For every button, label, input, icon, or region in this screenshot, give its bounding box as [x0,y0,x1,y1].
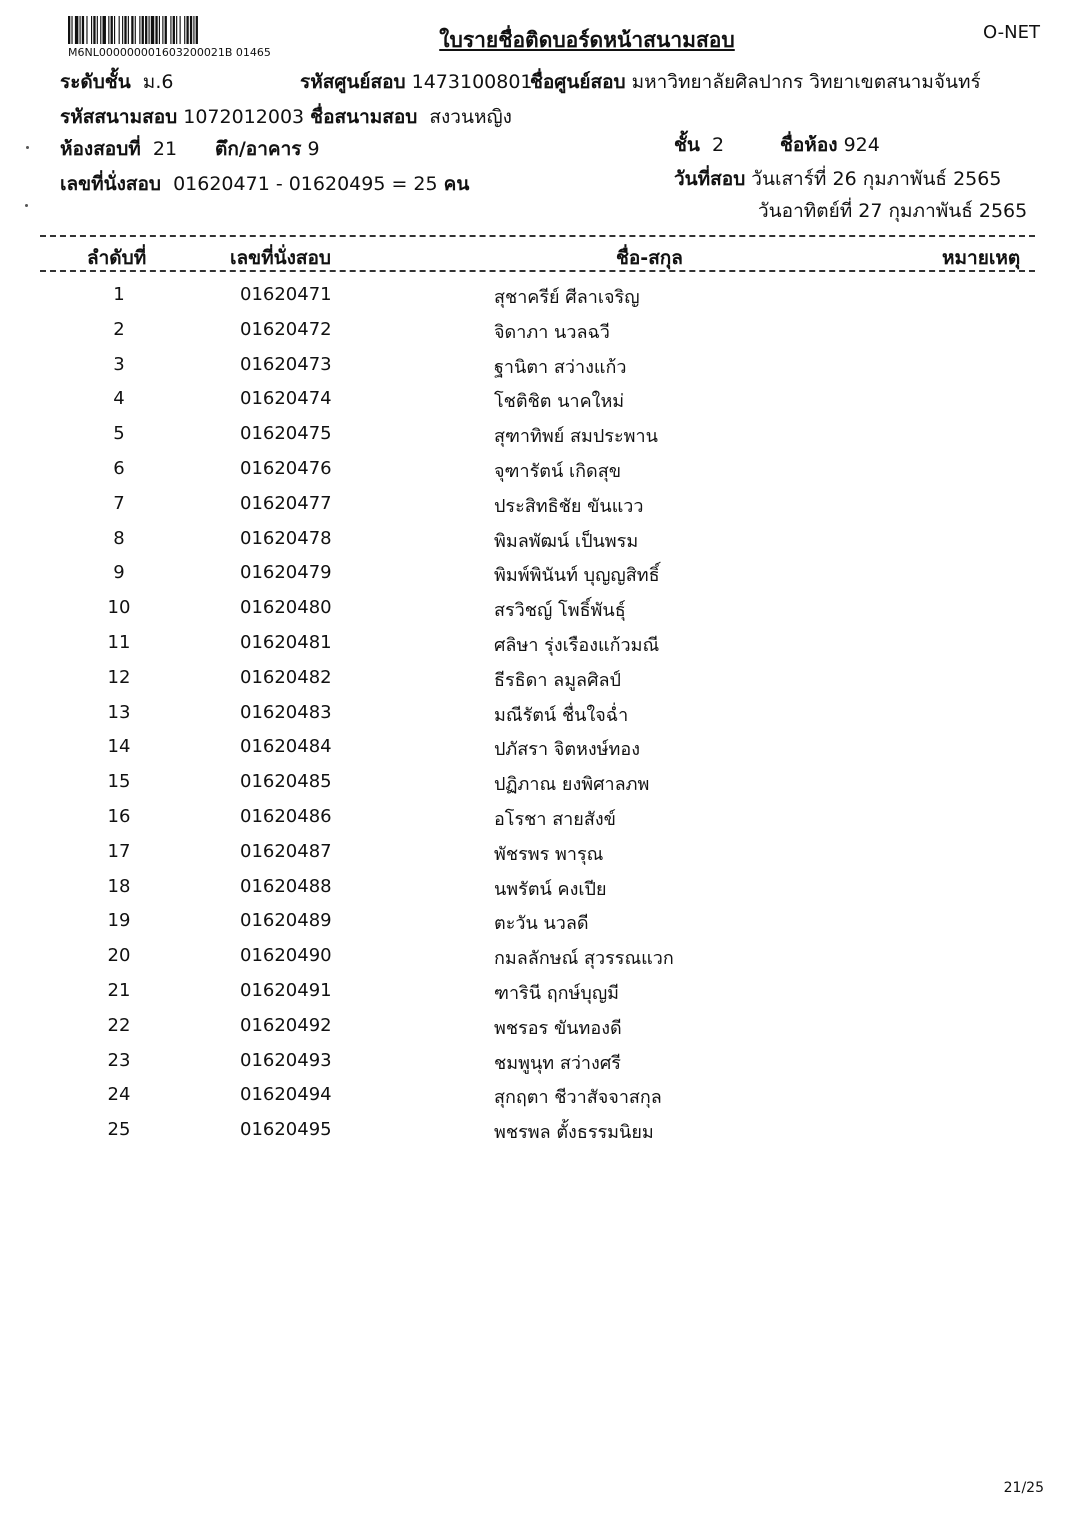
seat-range-value: 01620471 - 01620495 = 25 [173,173,438,195]
row-seat-number: 01620475 [240,423,332,445]
row-order: 20 [107,945,131,967]
row-seat-number: 01620495 [240,1119,332,1141]
exam-date-2: วันอาทิตย์ที่ 27 กุมภาพันธ์ 2565 [758,200,1028,222]
row-full-name: พชรพล ตั้งธรรมนิยม [494,1122,654,1144]
row-order: 12 [107,666,131,688]
table-row [0,630,1080,665]
row-order: 22 [107,1014,131,1036]
scan-speck [26,146,29,149]
exam-date-1: วันเสาร์ที่ 26 กุมภาพันธ์ 2565 [751,168,1002,190]
row-full-name: พิมพ์พินันท์ บุญญสิทธิ์ [494,565,660,587]
building-label: ตึก/อาคาร [215,138,302,160]
table-row [0,491,1080,526]
table-header-rule [40,270,1035,272]
column-header-order: ลำดับที่ [87,247,147,269]
column-header-remark: หมายเหตุ [942,247,1021,269]
row-full-name: สุกฤตา ชีวาสัจจาสกุล [494,1087,662,1109]
barcode-text: M6NL000000001603200021B 01465 [68,46,271,59]
seat-range-label: เลขที่นั่งสอบ [60,173,161,195]
row-full-name: อโรชา สายสังข์ [494,808,616,830]
exam-date-field [674,167,1001,191]
exam-date-label: วันที่สอบ [674,168,746,190]
row-order: 11 [107,631,131,653]
level-value: ม.6 [142,71,174,93]
row-full-name: จุฑารัตน์ เกิดสุข [494,460,622,482]
page-number: 21/25 [1003,1480,1044,1496]
building-field [215,137,320,161]
row-seat-number: 01620474 [240,388,332,410]
table-row [0,456,1080,491]
room-label: ห้องสอบที่ [60,138,141,160]
center-code-label: รหัสศูนย์สอบ [300,71,406,93]
row-order: 18 [107,875,131,897]
row-full-name: ประสิทธิชัย ขันแวว [494,495,644,517]
row-order: 14 [107,736,131,758]
row-seat-number: 01620471 [240,284,332,305]
center-code-value: 1473100801 [411,71,533,93]
row-full-name: ศลิษา รุ่งเรืองแก้วมณี [494,634,660,656]
floor-label: ชั้น [674,134,700,156]
table-row [0,908,1080,943]
student-list [0,282,1080,1152]
table-row [0,665,1080,700]
table-row [0,1048,1080,1083]
row-seat-number: 01620494 [240,1084,332,1106]
table-row [0,1117,1080,1152]
center-name-value: มหาวิทยาลัยศิลปากร วิทยาเขตสนามจันทร์ [631,71,981,93]
row-order: 19 [107,910,131,932]
row-full-name: ชมพูนุท สว่างศรี [494,1052,621,1074]
level-label: ระดับชั้น [60,71,131,93]
row-full-name: กมลลักษณ์ สุวรรณแวก [494,948,674,970]
row-order: 15 [107,771,131,793]
row-full-name: ตะวัน นวลดี [494,913,589,935]
row-order: 24 [107,1084,131,1106]
row-order: 17 [107,840,131,862]
row-order: 21 [107,979,131,1001]
row-order: 16 [107,805,131,827]
row-full-name: สรวิชญ์ โพธิ์พันธุ์ [494,600,626,622]
row-order: 7 [113,492,125,514]
row-full-name: ฐานิตา สว่างแก้ว [494,356,627,378]
row-order: 9 [113,562,125,584]
row-seat-number: 01620493 [240,1049,332,1071]
row-full-name: สุชาครีย์ ศีลาเจริญ [494,287,640,308]
site-field [60,105,512,129]
row-order: 1 [113,284,125,305]
site-code-label: รหัสสนามสอบ [60,106,178,128]
row-full-name: มณีรัตน์ ชื่นใจฉ่ำ [494,704,629,726]
room-name-value: 924 [843,134,880,156]
room-name-label: ชื่อห้อง [780,134,838,156]
floor-value: 2 [711,134,725,156]
table-row [0,1082,1080,1117]
table-row [0,352,1080,387]
row-full-name: พัชรพร พารุณ [494,843,604,865]
row-full-name: โชติชิต นาคใหม่ [494,391,625,413]
site-name-label: ชื่อสนามสอบ [310,106,418,128]
row-seat-number: 01620476 [240,457,332,479]
row-full-name: พชรอร ขันทองดี [494,1017,622,1039]
room-field [60,137,177,161]
table-row [0,1013,1080,1048]
table-row [0,595,1080,630]
row-order: 6 [113,457,125,479]
row-seat-number: 01620482 [240,666,332,688]
row-seat-number: 01620487 [240,840,332,862]
room-value: 21 [152,138,178,160]
table-row [0,526,1080,561]
row-seat-number: 01620485 [240,771,332,793]
level-field [60,70,173,94]
seat-count-unit: คน [443,173,470,195]
row-full-name: จิดาภา นวลฉวี [494,321,610,343]
table-row [0,282,1080,317]
table-row [0,700,1080,735]
table-row [0,804,1080,839]
column-header-full-name: ชื่อ-สกุล [616,247,683,269]
table-row [0,874,1080,909]
row-seat-number: 01620483 [240,701,332,723]
row-seat-number: 01620491 [240,979,332,1001]
row-order: 2 [113,318,125,340]
row-seat-number: 01620473 [240,353,332,375]
center-name-field [530,70,981,94]
row-order: 25 [107,1119,131,1141]
row-seat-number: 01620486 [240,805,332,827]
table-row [0,734,1080,769]
row-seat-number: 01620488 [240,875,332,897]
row-full-name: นพรัตน์ คงเปีย [494,878,607,900]
column-header-seat-number: เลขที่นั่งสอบ [230,247,331,269]
row-order: 23 [107,1049,131,1071]
exam-type: O-NET [983,22,1040,43]
site-name-value: สงวนหญิง [429,106,512,128]
row-seat-number: 01620489 [240,910,332,932]
center-code-field [300,70,533,94]
row-full-name: สุฑาทิพย์ สมประพาน [494,426,658,448]
room-name-field [780,133,880,157]
table-row [0,317,1080,352]
row-order: 8 [113,527,125,549]
row-seat-number: 01620492 [240,1014,332,1036]
row-seat-number: 01620477 [240,492,332,514]
row-order: 5 [113,423,125,445]
table-row [0,769,1080,804]
table-row [0,386,1080,421]
row-order: 4 [113,388,125,410]
floor-field [674,133,724,157]
row-order: 10 [107,597,131,619]
row-seat-number: 01620481 [240,631,332,653]
row-full-name: พิมลพัฒน์ เป็นพรม [494,530,639,552]
scan-speck [25,204,28,207]
table-top-rule [40,235,1035,237]
row-seat-number: 01620484 [240,736,332,758]
row-order: 3 [113,353,125,375]
row-seat-number: 01620490 [240,945,332,967]
seat-range-field [60,172,469,196]
table-row [0,943,1080,978]
row-seat-number: 01620479 [240,562,332,584]
document-title: ใบรายชื่อติดบอร์ดหน้าสนามสอบ [439,28,735,52]
table-row [0,978,1080,1013]
building-value: 9 [307,138,320,160]
row-full-name: ปฏิภาณ ยงพิศาลภพ [494,774,650,796]
row-seat-number: 01620480 [240,597,332,619]
row-full-name: ฑารินี ฤกษ์บุญมี [494,982,620,1004]
row-full-name: ธีรธิดา ลมูลศิลป์ [494,669,621,691]
table-row [0,560,1080,595]
row-seat-number: 01620472 [240,318,332,340]
table-row [0,839,1080,874]
row-order: 13 [107,701,131,723]
table-row [0,421,1080,456]
row-full-name: ปภัสรา จิตหงษ์ทอง [494,739,640,761]
center-name-label: ชื่อศูนย์สอบ [530,71,626,93]
row-seat-number: 01620478 [240,527,332,549]
site-code-value: 1072012003 [183,106,305,128]
